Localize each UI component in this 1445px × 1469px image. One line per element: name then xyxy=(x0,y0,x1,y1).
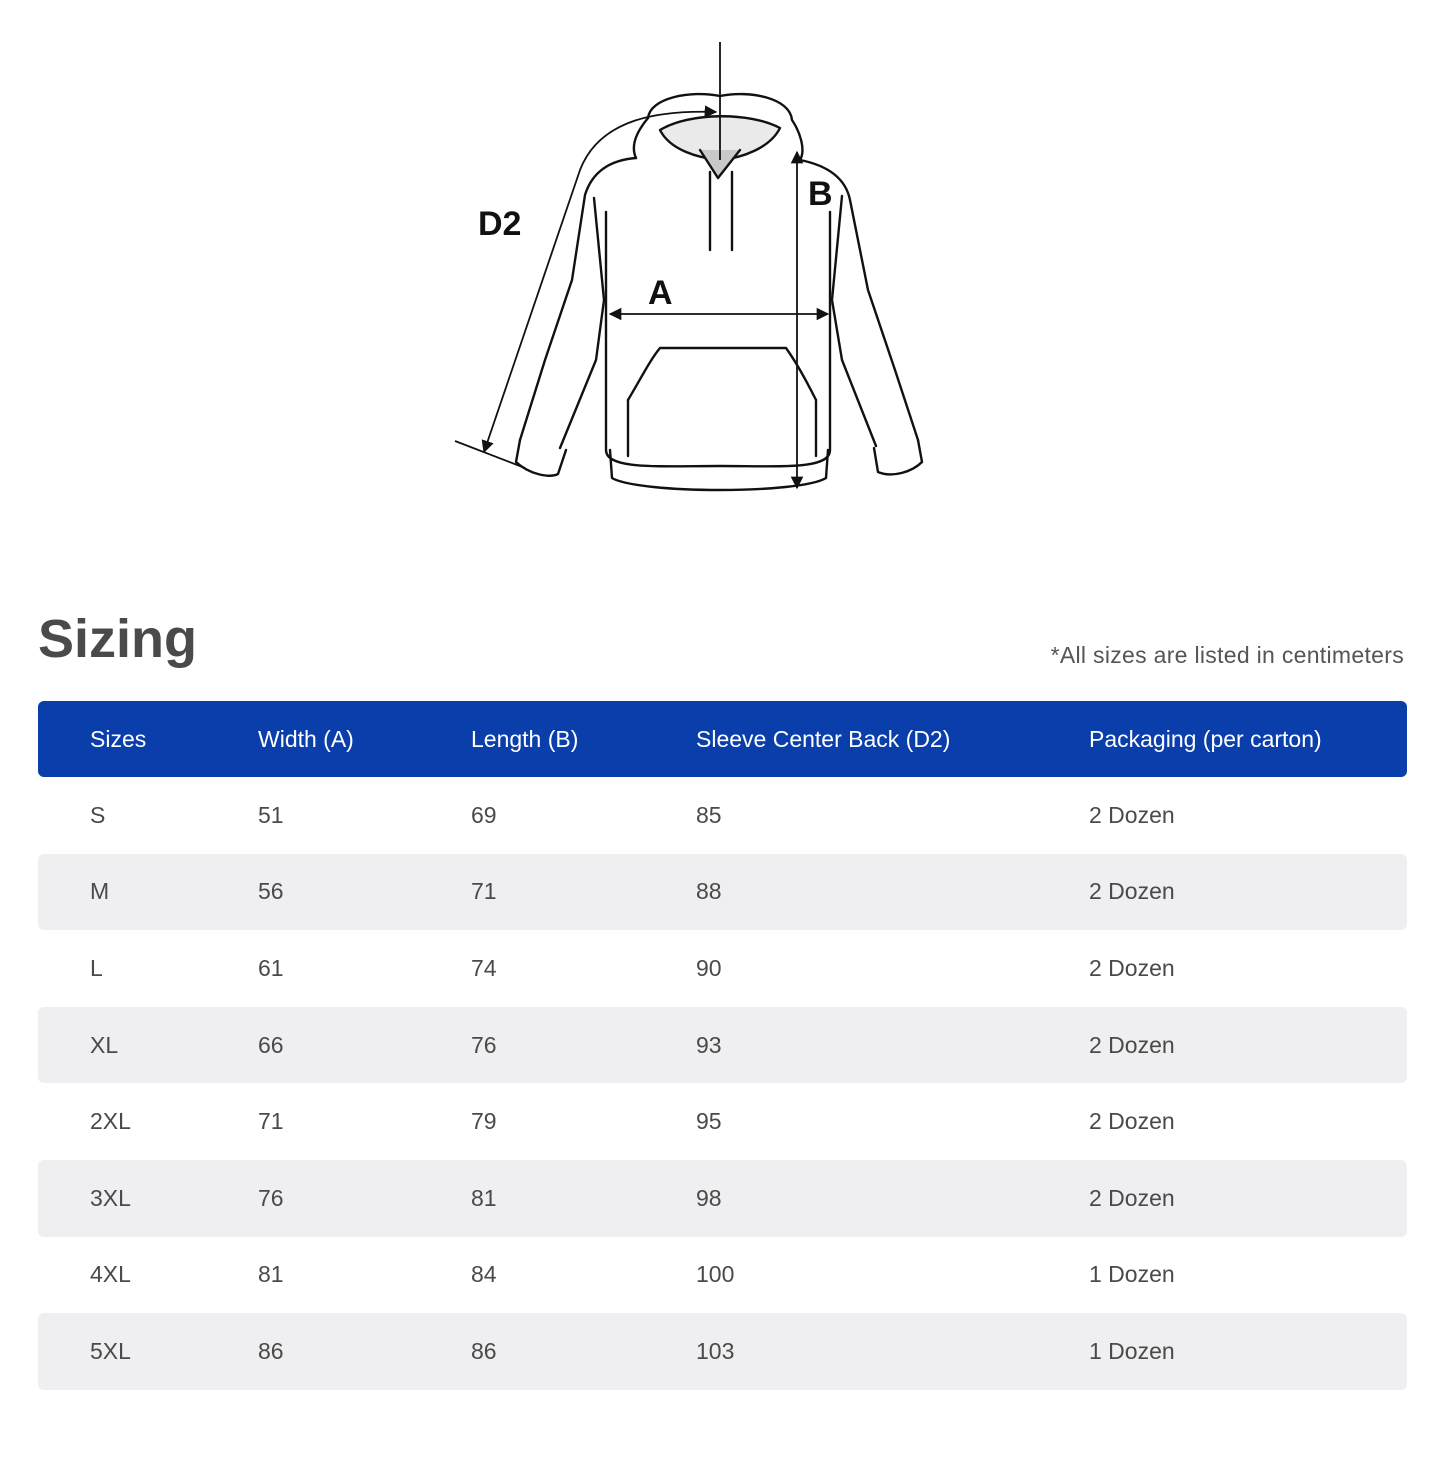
cell-length: 74 xyxy=(471,954,497,981)
cell-sleeve: 95 xyxy=(696,1108,722,1135)
cell-packaging: 2 Dozen xyxy=(1089,954,1175,981)
cell-packaging: 2 Dozen xyxy=(1089,1184,1175,1211)
table-row xyxy=(38,1160,1407,1237)
header-packaging: Packaging (per carton) xyxy=(1089,725,1322,752)
cell-length: 81 xyxy=(471,1184,497,1211)
table-row xyxy=(38,854,1407,931)
cell-packaging: 2 Dozen xyxy=(1089,1108,1175,1135)
cell-size: 3XL xyxy=(90,1184,131,1211)
cell-size: XL xyxy=(90,1031,119,1058)
cell-size: 5XL xyxy=(90,1337,131,1364)
table-row xyxy=(38,777,1407,854)
cell-sleeve: 93 xyxy=(696,1031,722,1058)
dimension-label-a: A xyxy=(648,274,673,312)
header-width: Width (A) xyxy=(258,725,354,752)
cell-width: 71 xyxy=(258,1108,284,1135)
cell-width: 56 xyxy=(258,878,284,905)
cell-width: 61 xyxy=(258,954,284,981)
dimension-label-d2: D2 xyxy=(478,205,522,243)
cell-sleeve: 90 xyxy=(696,954,722,981)
table-row xyxy=(38,1083,1407,1160)
cell-packaging: 1 Dozen xyxy=(1089,1337,1175,1364)
cell-width: 86 xyxy=(258,1337,284,1364)
table-header-row xyxy=(38,701,1407,777)
cell-packaging: 2 Dozen xyxy=(1089,1031,1175,1058)
dimension-label-b: B xyxy=(808,175,833,213)
cell-width: 81 xyxy=(258,1261,284,1288)
sizing-table xyxy=(38,701,1407,1390)
cell-length: 86 xyxy=(471,1337,497,1364)
page-title: Sizing xyxy=(38,609,197,669)
cell-sleeve: 103 xyxy=(696,1337,735,1364)
table-row xyxy=(38,1007,1407,1084)
table-row xyxy=(38,1313,1407,1390)
cell-sleeve: 88 xyxy=(696,878,722,905)
cell-width: 51 xyxy=(258,801,284,828)
cell-length: 69 xyxy=(471,801,497,828)
table-row xyxy=(38,930,1407,1007)
cell-sleeve: 85 xyxy=(696,801,722,828)
cell-size: L xyxy=(90,954,103,981)
cell-size: M xyxy=(90,878,110,905)
cell-length: 71 xyxy=(471,878,497,905)
cell-size: 4XL xyxy=(90,1261,131,1288)
cell-length: 76 xyxy=(471,1031,497,1058)
cell-size: 2XL xyxy=(90,1108,131,1135)
header-length: Length (B) xyxy=(471,725,579,752)
hoodie-diagram xyxy=(0,0,1445,560)
cell-length: 79 xyxy=(471,1108,497,1135)
header-sizes: Sizes xyxy=(90,725,147,752)
cell-length: 84 xyxy=(471,1261,497,1288)
cell-sleeve: 100 xyxy=(696,1261,735,1288)
cell-size: S xyxy=(90,801,106,828)
cell-width: 66 xyxy=(258,1031,284,1058)
cell-packaging: 1 Dozen xyxy=(1089,1261,1175,1288)
cell-width: 76 xyxy=(258,1184,284,1211)
table-row xyxy=(38,1237,1407,1314)
cell-sleeve: 98 xyxy=(696,1184,722,1211)
cell-packaging: 2 Dozen xyxy=(1089,878,1175,905)
hoodie-outline-icon xyxy=(0,0,1445,560)
cell-packaging: 2 Dozen xyxy=(1089,801,1175,828)
header-sleeve: Sleeve Center Back (D2) xyxy=(696,725,951,752)
units-note: *All sizes are listed in centimeters xyxy=(1050,642,1404,668)
